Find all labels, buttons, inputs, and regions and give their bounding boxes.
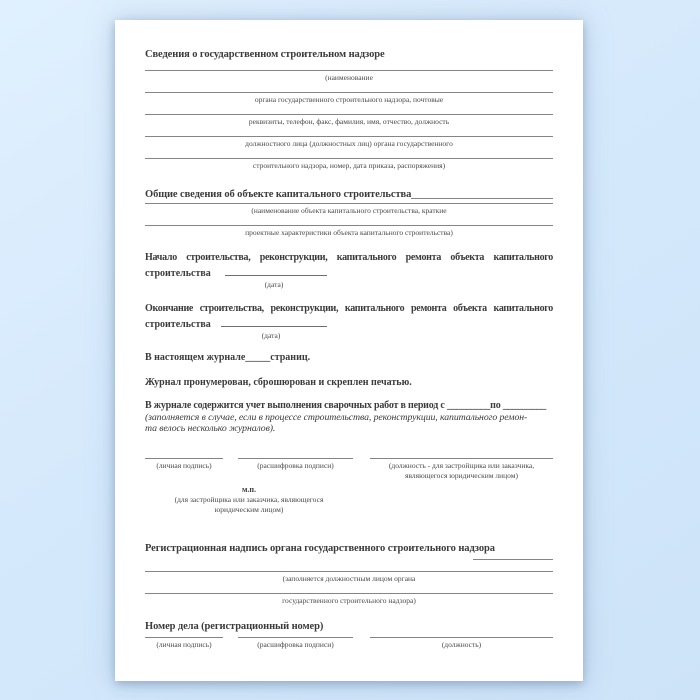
form-line-caption: проектные характеристики объекта капитального строительства) (145, 225, 553, 237)
signature-field-position (370, 458, 553, 480)
stamp-note-line: (для застройщика или заказчика, являющегося (174, 495, 324, 504)
date-blank-field (225, 265, 327, 276)
form-line-caption: органа государственного строительного надзора, почтовые (145, 92, 553, 104)
welding-period-line: В журнале содержится учет выполнения сварочных работ в период с _________по _________ (145, 400, 547, 411)
section-title-object: Общие сведения об объекте капитального строительства (145, 189, 412, 200)
stamp-abbreviation: м.п. (241, 485, 257, 494)
start-date-paragraph (145, 251, 553, 289)
document-page (115, 20, 583, 681)
paragraph-line: Окончание строительства, реконструкции, капитального ремонта объекта капитального (145, 303, 553, 314)
form-line-caption: должностного лица (должностных лиц) органа государственного (145, 136, 553, 148)
signature-row-top (145, 458, 553, 480)
signature-field-position: (должность) (370, 637, 553, 650)
section-title-case-number: Номер дела (регистрационный номер) (145, 621, 324, 632)
welding-note-line: (заполняется в случае, если в процессе строительства, реконструкции, капитального ремон- (145, 412, 528, 423)
signature-caption-line: (должность - для застройщика или заказчика, (388, 461, 535, 470)
form-line-caption: государственного строительного надзора) (145, 593, 553, 605)
section-title-registration: Регистрационная надпись органа государственного строительного надзора (145, 543, 495, 554)
binding-statement-line: Журнал пронумерован, сброшюрован и скреплен печатью. (145, 377, 412, 388)
date-caption: (дата) (261, 331, 281, 340)
form-line-caption: строительного надзора, номер, дата приказа, распоряжения) (145, 158, 553, 170)
signature-row-bottom (145, 637, 553, 650)
paragraph-line (145, 316, 553, 332)
form-line-caption: (заполняется должностным лицом органа (145, 571, 553, 583)
section-title-supervision: Сведения о государственном строительном надзоре (145, 49, 385, 60)
date-caption: (дата) (264, 280, 284, 289)
paragraph-word: строительства (145, 267, 211, 279)
section-title-object-row (145, 188, 553, 201)
stamp-note-line: юридическим лицом) (214, 504, 284, 514)
stamp-block (145, 485, 353, 514)
signature-caption-line: являющегося юридическим лицом) (405, 470, 518, 480)
end-date-paragraph (145, 302, 553, 340)
registration-short-blank-line (473, 559, 553, 560)
welding-note-line: та велось несколько журналов). (145, 423, 276, 434)
signature-field-name: (расшифровка подписи) (238, 637, 353, 650)
form-line-caption: реквизиты, телефон, факс, фамилия, имя, отчество, должность (145, 114, 553, 126)
signature-field-personal: (личная подпись) (145, 637, 223, 650)
pages-count-line: В настоящем журнале_____страниц. (145, 352, 311, 363)
form-line-caption: (наименование объекта капитального строительства, краткие (145, 203, 553, 215)
date-blank-field (221, 316, 327, 327)
paragraph-line (145, 265, 553, 281)
form-line-caption: (наименование (145, 70, 553, 82)
paragraph-line: Начало строительства, реконструкции, капитального ремонта объекта капитального (145, 252, 553, 263)
signature-field-personal: (личная подпись) (145, 458, 223, 471)
signature-field-name: (расшифровка подписи) (238, 458, 353, 471)
blank-line (411, 188, 553, 199)
paragraph-word: строительства (145, 318, 211, 330)
